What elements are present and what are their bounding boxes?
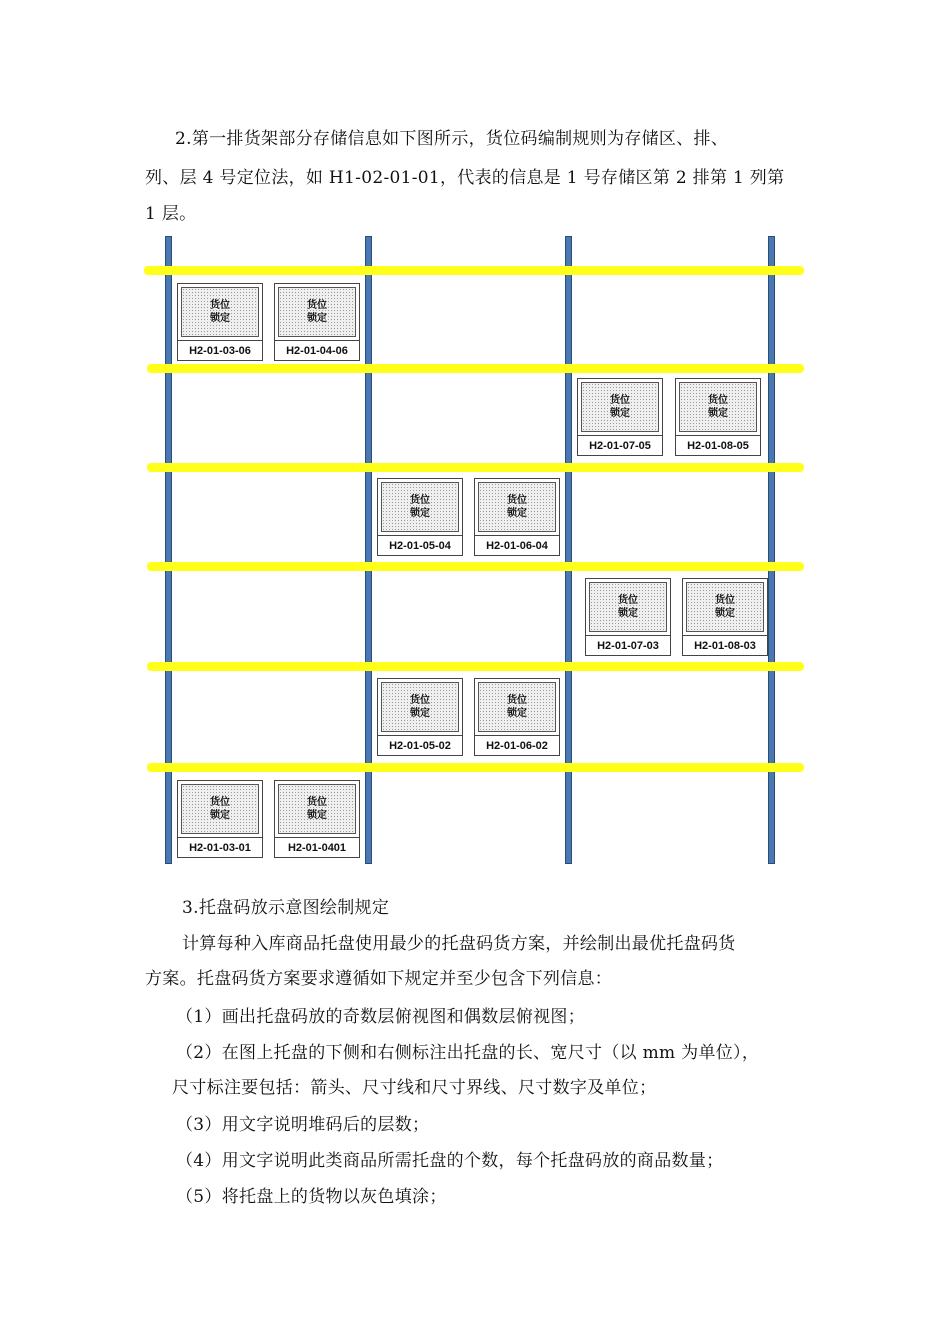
- slot-code: H2-01-06-04: [474, 536, 560, 556]
- rack-beam: [147, 662, 804, 671]
- slot-lock-box: 货位 锁定: [377, 478, 463, 536]
- locked-slot: [585, 578, 671, 656]
- rack-beam: [147, 364, 804, 373]
- slot-code: H2-01-07-03: [585, 636, 671, 656]
- slot-code: H2-01-06-02: [474, 736, 560, 756]
- slot-code: H2-01-05-02: [377, 736, 463, 756]
- rack-beam: [144, 266, 804, 275]
- rack-beam: [147, 463, 804, 472]
- rule-item-2-line-2: 尺寸标注要包括：箭头、尺寸线和尺寸界线、尺寸数字及单位；: [172, 1078, 657, 1098]
- rule-item-4: （4）用文字说明此类商品所需托盘的个数，每个托盘码放的商品数量；: [176, 1151, 724, 1171]
- slot-lock-box: 货位 锁定: [377, 678, 463, 736]
- slot-code: H2-01-0401: [274, 838, 360, 858]
- slot-code: H2-01-03-01: [177, 838, 263, 858]
- intro-line-2: 列、层 4 号定位法，如 H1-02-01-01，代表的信息是 1 号存储区第 2 排第 1 列第: [145, 168, 785, 188]
- section-3-heading: 3.托盘码放示意图绘制规定: [182, 898, 390, 918]
- slot-lock-box: 货位 锁定: [177, 283, 263, 341]
- section-3-paragraph-line-1: 计算每种入库商品托盘使用最少的托盘码货方案，并绘制出最优托盘码货: [182, 934, 736, 954]
- slot-lock-box: 货位 锁定: [682, 578, 768, 636]
- slot-lock-box: 货位 锁定: [585, 578, 671, 636]
- locked-slot: [675, 378, 761, 456]
- slot-code: H2-01-08-05: [675, 436, 761, 456]
- slot-lock-box: 货位 锁定: [577, 378, 663, 436]
- slot-code: H2-01-07-05: [577, 436, 663, 456]
- slot-code: H2-01-03-06: [177, 341, 263, 361]
- locked-slot: [577, 378, 663, 456]
- slot-lock-box: 货位 锁定: [474, 478, 560, 536]
- slot-code: H2-01-04-06: [274, 341, 360, 361]
- locked-slot: [177, 780, 263, 858]
- locked-slot: [474, 478, 560, 556]
- rule-item-1: （1）画出托盘码放的奇数层俯视图和偶数层俯视图；: [176, 1007, 586, 1027]
- slot-lock-box: 货位 锁定: [274, 283, 360, 341]
- rule-item-2-line-1: （2）在图上托盘的下侧和右侧标注出托盘的长、宽尺寸（以 mm 为单位），: [176, 1043, 760, 1063]
- locked-slot: [274, 780, 360, 858]
- locked-slot: [377, 478, 463, 556]
- slot-lock-box: 货位 锁定: [675, 378, 761, 436]
- slot-code: H2-01-08-03: [682, 636, 768, 656]
- intro-line-1: 2.第一排货架部分存储信息如下图所示，货位码编制规则为存储区、排、: [175, 129, 729, 149]
- rule-item-3: （3）用文字说明堆码后的层数；: [176, 1115, 430, 1135]
- locked-slot: [377, 678, 463, 756]
- locked-slot: [177, 283, 263, 361]
- rack-beam: [147, 763, 804, 772]
- rule-item-5: （5）将托盘上的货物以灰色填涂；: [176, 1187, 447, 1207]
- locked-slot: [274, 283, 360, 361]
- locked-slot: [682, 578, 768, 656]
- rack-beam: [147, 562, 804, 571]
- slot-code: H2-01-05-04: [377, 536, 463, 556]
- slot-lock-box: 货位 锁定: [274, 780, 360, 838]
- section-3-paragraph-line-2: 方案。托盘码货方案要求遵循如下规定并至少包含下列信息：: [145, 969, 613, 989]
- locked-slot: [474, 678, 560, 756]
- slot-lock-box: 货位 锁定: [474, 678, 560, 736]
- intro-line-3: 1 层。: [145, 204, 197, 224]
- slot-lock-box: 货位 锁定: [177, 780, 263, 838]
